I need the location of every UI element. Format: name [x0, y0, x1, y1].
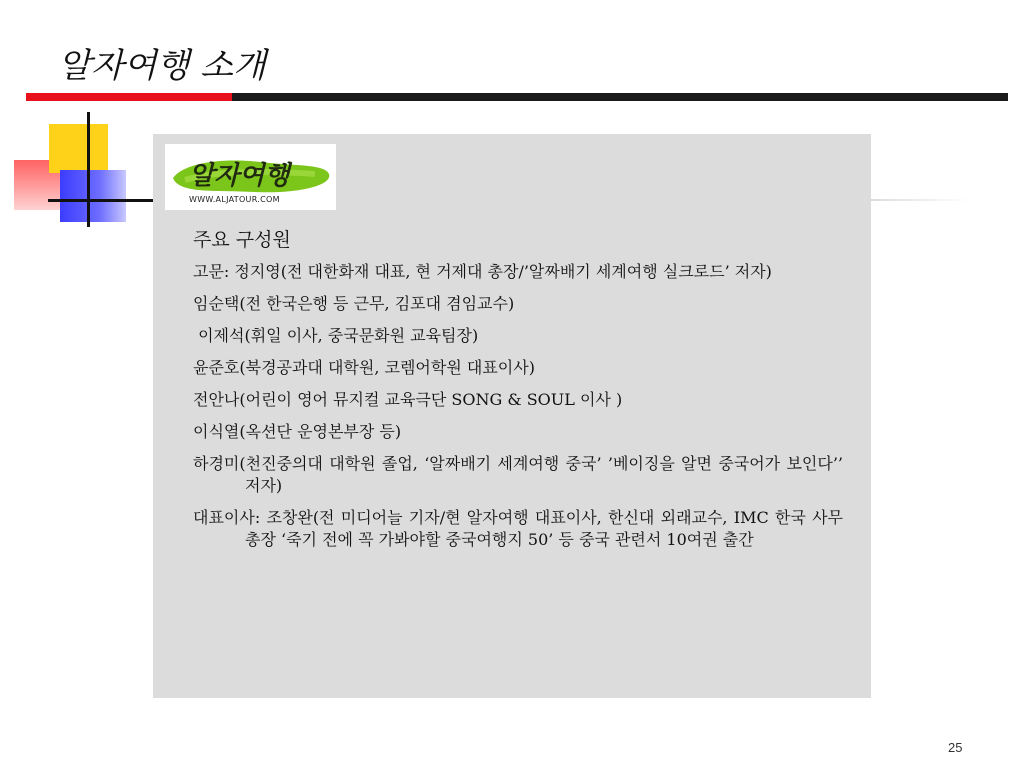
member-item: 이제석(휘일 이사, 중국문화원 교육팀장) — [193, 326, 479, 345]
logo-text: 알자여행 — [189, 161, 290, 191]
slide-title: 알자여행 소개 — [58, 46, 266, 86]
member-item: 대표이사: 조창완(전 미디어늘 기자/현 알자여행 대표이사, 한신대 외래교수, IMC 한국 사무총장 ‘죽기 전에 꼭 가봐야할 중국여행지 50’ 등 중국 관련서 10여권 출간 — [193, 508, 843, 549]
decor-fade-line — [860, 199, 970, 201]
decor-blue-square — [60, 170, 126, 222]
company-logo — [165, 144, 336, 210]
member-item: 전안나(어린이 영어 뮤지컬 교육극단 SONG & SOUL 이사 ) — [193, 390, 623, 409]
member-item: 윤준호(북경공과대 대학원, 코렘어학원 대표이사) — [193, 358, 535, 377]
member-item: 하경미(천진중의대 대학원 졸업, ‘알짜배기 세계여행 중국’ ’베이징을 알면 중국어가 보인다’’ 저자) — [193, 454, 843, 495]
logo-url: WWW.ALJATOUR.COM — [189, 195, 280, 204]
decor-vertical-line — [87, 112, 90, 227]
page-number: 25 — [948, 740, 963, 755]
member-item: 임순택(전 한국은행 등 근무, 김포대 겸임교수) — [193, 294, 515, 313]
content-panel — [153, 134, 871, 698]
title-rule-black — [232, 93, 1008, 101]
member-item: 이식열(옥션단 운영본부장 등) — [193, 422, 402, 441]
member-item: 고문: 정지영(전 대한화재 대표, 현 거제대 총장/’알짜배기 세계여행 실크로드’ 저자) — [193, 262, 772, 281]
title-rule-red — [26, 93, 232, 101]
decor-horizontal-line — [48, 199, 153, 202]
decor-yellow-square — [49, 124, 108, 173]
section-heading: 주요 구성원 — [193, 229, 291, 251]
member-list — [193, 229, 843, 561]
